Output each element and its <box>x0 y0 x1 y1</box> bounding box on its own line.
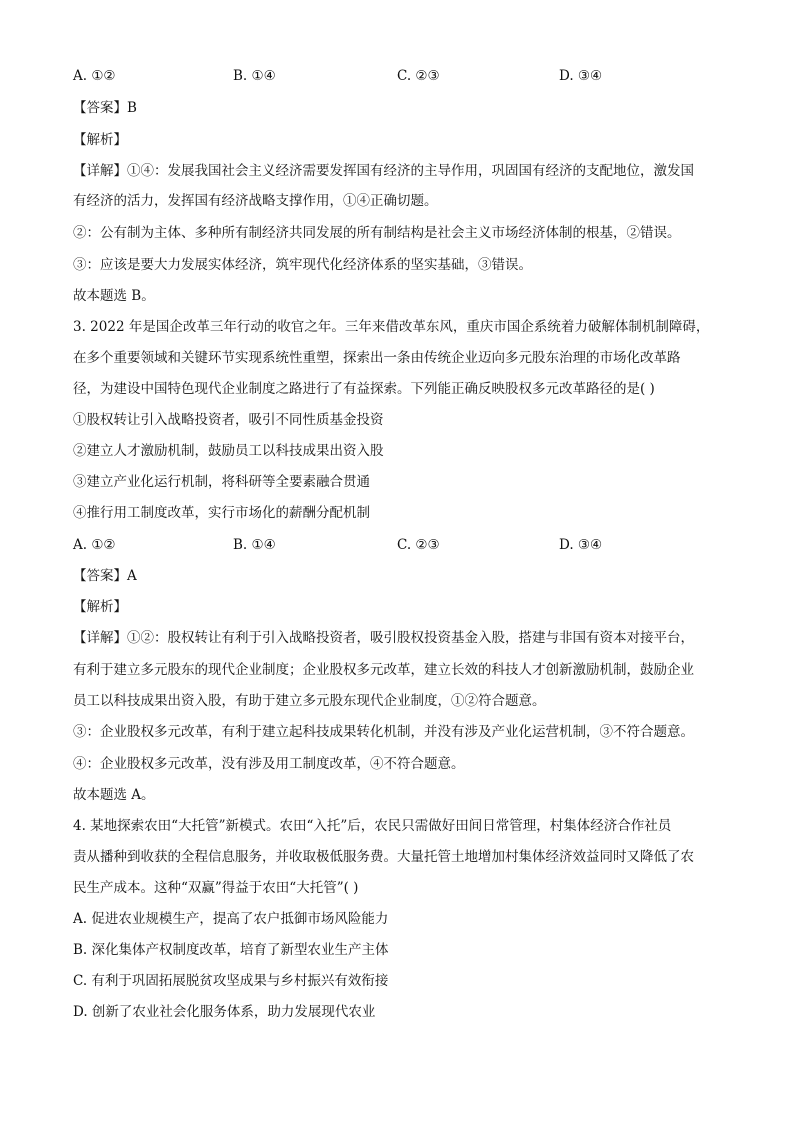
q3-answer: 【答案】A <box>73 568 137 584</box>
q3-analysis-label: 【解析】 <box>73 599 127 615</box>
q3-option-d: D. ③④ <box>559 537 603 553</box>
q3-detail-line: 员工以科技成果出资入股，有助于建立多元股东现代企业制度，①②符合题意。 <box>73 693 546 709</box>
q4-option-d: D. 创新了农业社会化服务体系，助力发展现代农业 <box>73 1004 376 1020</box>
q4-option-b: B. 深化集体产权制度改革，培育了新型农业生产主体 <box>73 942 389 958</box>
q3-stem-line: 径，为建设中国特色现代企业制度之路进行了有益探索。下列能正确反映股权多元改革路径的是( ) <box>73 381 655 397</box>
q2-option-d: D. ③④ <box>559 68 603 84</box>
q2-option-b: B. ①④ <box>233 68 276 84</box>
q3-detail-line: ④：企业股权多元改革，没有涉及用工制度改革，④不符合题意。 <box>73 756 465 772</box>
q2-analysis-label: 【解析】 <box>73 132 127 148</box>
q4-option-a: A. 促进农业规模生产，提高了农户抵御市场风险能力 <box>73 911 389 927</box>
q3-statement-4: ④推行用工制度改革，实行市场化的薪酬分配机制 <box>73 505 370 521</box>
q3-statement-1: ①股权转让引入战略投资者，吸引不同性质基金投资 <box>73 412 384 428</box>
q2-detail-line: 【详解】①④：发展我国社会主义经济需要发挥国有经济的主导作用，巩固国有经济的支配地位，激发国 <box>73 163 694 179</box>
q3-detail-line: 有利于建立多元股东的现代企业制度；企业股权多元改革，建立长效的科技人才创新激励机制，鼓励企业 <box>73 662 694 678</box>
q3-detail-line: 【详解】①②：股权转让有利于引入战略投资者，吸引股权投资基金入股，搭建与非国有资本对接平台， <box>73 630 694 646</box>
q3-option-c: C. ②③ <box>397 537 440 553</box>
q4-stem-line: 4. 某地探索农田“大托管”新模式。农田“入托”后，农民只需做好田间日常管理，村集体经济合作社员 <box>73 818 672 834</box>
q2-detail-line: ③：应该是要大力发展实体经济，筑牢现代化经济体系的坚实基础，③错误。 <box>73 257 532 273</box>
q3-statement-3: ③建立产业化运行机制，将科研等全要素融合贯通 <box>73 474 370 490</box>
q2-option-c: C. ②③ <box>397 68 440 84</box>
q3-option-b: B. ①④ <box>233 537 276 553</box>
q3-statement-2: ②建立人才激励机制，鼓励员工以科技成果出资入股 <box>73 443 384 459</box>
q2-detail-line: ②：公有制为主体、多种所有制经济共同发展的所有制结构是社会主义市场经济体制的根基，②错误。 <box>73 225 681 241</box>
q2-option-a: A. ①② <box>73 68 116 84</box>
q3-conclusion: 故本题选 A。 <box>73 787 155 803</box>
q3-stem-line: 3. 2022 年是国企改革三年行动的收官之年。三年来借改革东风，重庆市国企系统着力破解体制机制障碍， <box>73 319 710 335</box>
q3-detail-line: ③：企业股权多元改革，有利于建立起科技成果转化机制，并没有涉及产业化运营机制，③不符合题意。 <box>73 724 694 740</box>
q4-stem-line: 责从播种到收获的全程信息服务，并收取极低服务费。大量托管土地增加村集体经济效益同时又降低了农 <box>73 849 694 865</box>
q4-stem-line: 民生产成本。这种“双赢”得益于农田“大托管”( ) <box>73 880 359 896</box>
q2-detail-line: 有经济的活力，发挥国有经济战略支撑作用，①④正确切题。 <box>73 193 438 209</box>
q2-conclusion: 故本题选 B。 <box>73 288 155 304</box>
q3-option-a: A. ①② <box>73 537 116 553</box>
q3-stem-line: 在多个重要领域和关键环节实现系统性重塑，探索出一条由传统企业迈向多元股东治理的市场化改革路 <box>73 350 681 366</box>
q4-option-c: C. 有利于巩固拓展脱贫攻坚成果与乡村振兴有效衔接 <box>73 973 389 989</box>
q2-answer: 【答案】B <box>73 100 137 116</box>
